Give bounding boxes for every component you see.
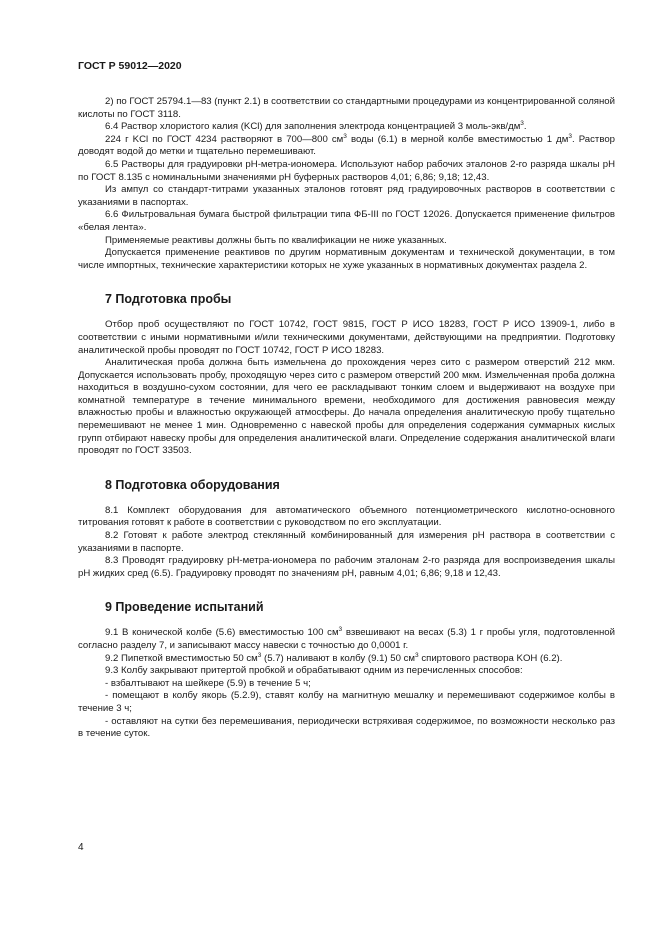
paragraph: 8.3 Проводят градуировку pH-метра-иономера по рабочим эталонам 2-го разряда для воспроизведения шкалы pH жидких сред (6.5). Градуировку проводят по значениям pH, равным 4,01; 6,86; 9,18 и 12,43. xyxy=(78,555,615,579)
section8-body xyxy=(78,505,615,581)
paragraph: 9.2 Пипеткой вместимостью 50 $см^3$ (5.7) наливают в колбу (9.1) 50 $см^3$ спиртового раствора KOH (6.2). xyxy=(105,651,563,664)
section7-body xyxy=(78,319,615,458)
section9-body xyxy=(78,627,615,740)
section-title: 7 Подготовка пробы xyxy=(105,292,232,307)
paragraph: 6.5 Растворы для градуировки pH-метра-иономера. Используют набор рабочих эталонов 2-го разряда шкалы pH по ГОСТ 8.135 с номинальными значениями pH буферных растворов 4,01; 6,86; 9,18; 12,43. xyxy=(78,158,615,183)
section6-continuation xyxy=(78,96,615,272)
list-item: - оставляют на сутки без перемешивания, периодически встряхивая содержимое, по возможности несколько раз в течение суток. xyxy=(78,715,615,740)
paragraph: 8.2 Готовят к работе электрод стеклянный комбинированный для измерения pH раствора в соответствии с указаниями в паспорте. xyxy=(78,530,615,554)
paragraph: 8.1 Комплект оборудования для автоматического объемного потенциометрического кислотно-основного титрования готовят к работе в соответствии с руководством по его эксплуатации. xyxy=(78,504,615,529)
document-body xyxy=(78,96,615,741)
paragraph: 224 г KCl по ГОСТ 4234 растворяют в 700—800 $см^3$ воды (6.1) в мерной колбе вместимостью 1 $дм^3$. Раствор доводят водой до метки и тщательно перемешивают. xyxy=(78,132,615,158)
document-header: ГОСТ Р 59012—2020 xyxy=(78,60,182,72)
section-title: 8 Подготовка оборудования xyxy=(105,477,280,492)
page-number: 4 xyxy=(78,842,84,853)
paragraph: Применяемые реактивы должны быть по квалификации не ниже указанных. xyxy=(105,234,447,246)
paragraph: Допускается применение реактивов по другим нормативным документам и технической документации, в том числе импортных, технические характеристики которых не хуже указанных в нормативных документах раздела 2. xyxy=(78,247,615,271)
paragraph: 6.6 Фильтровальная бумага быстрой фильтрации типа ФБ-III по ГОСТ 12026. Допускается применение фильтров «белая лента». xyxy=(78,209,615,233)
paragraph: Из ампул со стандарт-титрами указанных эталонов готовят ряд градуировочных растворов в соответствии с указаниями в паспортах. xyxy=(78,184,615,208)
list-item: - взбалтывают на шейкере (5.9) в течение 5 ч; xyxy=(105,677,311,689)
list-item: - помещают в колбу якорь (5.2.9), ставят колбу на магнитную мешалку и перемешивают содержимое колбы в течение 3 ч; xyxy=(78,690,615,714)
paragraph: Аналитическая проба должна быть измельчена до прохождения через сито с размером отверстий 212 мкм. Допускается использовать пробу, проходящую через сито с размером отверстий 200 мкм. Измельченная проба должна находиться в воздушно-сухом состоянии, для чего ее раскладывают тонким слоем и выдерживают на воздухе при комнатной температуре в течение минимального времени, необходимого для достижения равновесия между влажностью пробы и влажностью окружающей атмосферы. До начала определения аналитическую пробу тщательно перемешивают не менее 1 мин. Одновременно с навеской пробы для определения содержания суммарных кислых групп отбирают навеску пробы для определения аналитической влаги. Определение содержания аналитической влаги проводят по ГОСТ 33503. xyxy=(78,357,615,457)
paragraph: 6.4 Раствор хлористого калия (KCl) для заполнения электрода концентрацией 3 моль-$экв/дм^3$. xyxy=(105,120,527,133)
paragraph: 2) по ГОСТ 25794.1—83 (пункт 2.1) в соответствии со стандартными процедурами из концентрированной соляной кислоты по ГОСТ 3118. xyxy=(78,96,615,120)
section-title: 9 Проведение испытаний xyxy=(105,600,264,615)
paragraph: 9.3 Колбу закрывают притертой пробкой и обрабатывают одним из перечисленных способов: xyxy=(105,665,523,677)
paragraph: 9.1 В конической колбе (5.6) вместимостью 100 $см^3$ взвешивают на весах (5.3) 1 г пробы угля, подготовленной согласно разделу 7, и записывают массу навески с точностью до 0,0001 г. xyxy=(78,626,616,651)
paragraph: Отбор проб осуществляют по ГОСТ 10742, ГОСТ 9815, ГОСТ Р ИСО 18283, ГОСТ Р ИСО 13909-1, либо в соответствии с иными нормативными и/или техническими документами, действующими на предприятии. Подготовку аналитической пробы проводят по ГОСТ 10742, ГОСТ Р ИСО 18283. xyxy=(78,319,615,356)
